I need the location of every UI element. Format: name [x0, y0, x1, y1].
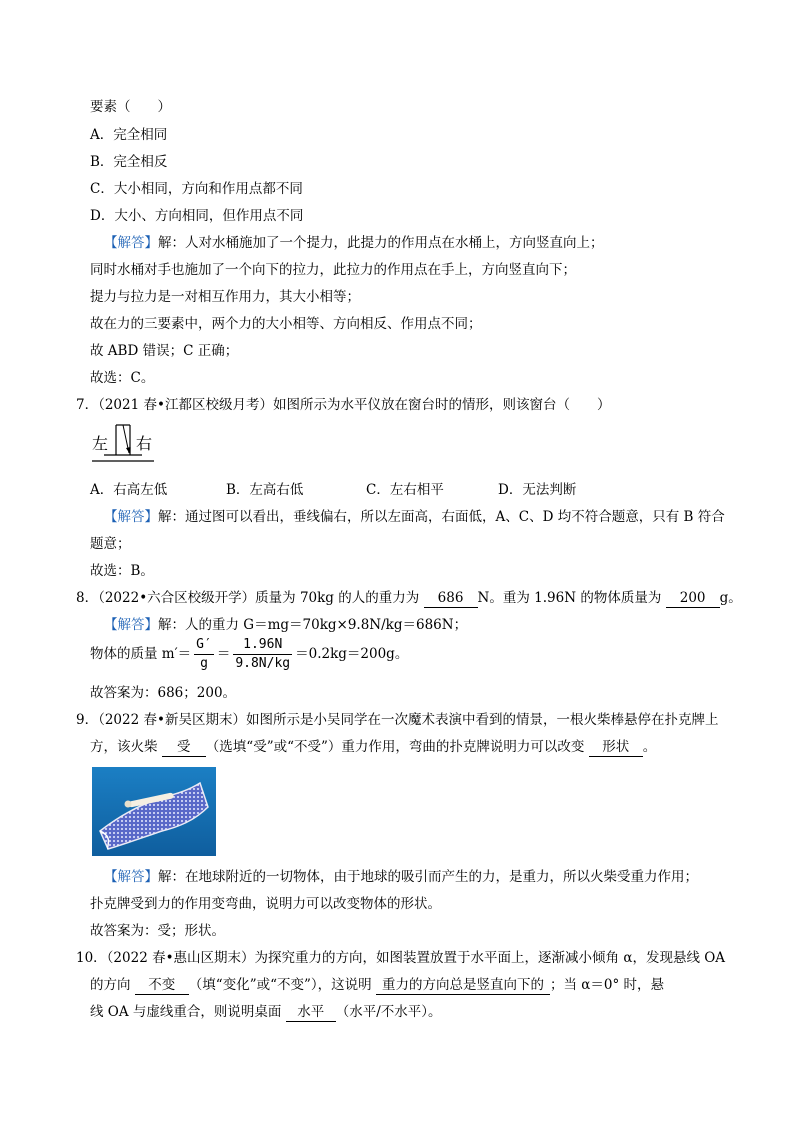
q9-answer-line-2: 扑克牌受到力的作用变弯曲，说明力可以改变物体的形状。	[90, 896, 441, 912]
q8-blank-2: 200	[666, 589, 720, 608]
q7-answer-line-2: 题意；	[90, 536, 131, 552]
q6-answer-line-6: 故选：C。	[90, 370, 155, 386]
q9-blank-1: 受	[162, 738, 206, 757]
q9-answer-line-1: 【解答】解：在地球附近的一切物体，由于地球的吸引而产生的力，是重力，所以火柴受重力作用；	[104, 869, 698, 885]
q8-stem: 8．（2022•六合区校级开学）质量为 70kg 的人的重力为 686 N。重为 1.96N 的物体质量为 200 g。	[76, 590, 742, 606]
q6-answer-line-1: 【解答】解：人对水桶施加了一个提力，此提力的作用点在水桶上，方向竖直向上；	[104, 235, 604, 251]
fraction-values: $\frac{1.96N}{9.8N/kg}$	[235, 637, 291, 671]
q9-answer-tag: 【解答】	[104, 869, 158, 885]
q10-blank-2: 重力的方向总是竖直向下的	[376, 976, 550, 995]
q8-answer-line-1: 【解答】解：人的重力 G＝mg＝70kg×9.8N/kg＝686N；	[104, 617, 468, 633]
q6-stem-tail: 要素（ ）	[90, 99, 171, 115]
q9-blank-2: 形状	[589, 738, 643, 757]
q6-answer-line-3: 提力与拉力是一对相互作用力，其大小相等；	[90, 289, 360, 305]
q7-answer-line-1: 【解答】解：通过图可以看出，垂线偏右，所以左面高，右面低，A、C、D 均不符合题意，只有 B 符合	[104, 509, 725, 525]
q6-answer-line-5: 故 ABD 错误；C 正确；	[90, 343, 239, 359]
q10-blank-3: 水平	[286, 1003, 336, 1022]
spirit-level-diagram	[92, 421, 162, 467]
q7-option-b: B．左高右低	[226, 482, 304, 498]
q6-option-b: B．完全相反	[90, 154, 168, 170]
q6-option-a: A．完全相同	[90, 127, 168, 143]
q8-final-answer: 故答案为：686；200。	[90, 685, 237, 701]
figure-right-label: 右	[136, 434, 153, 453]
q6-option-d: D．大小、方向相同，但作用点不同	[90, 208, 304, 224]
q10-stem-line-1: 10．（2022 春•惠山区期末）为探究重力的方向，如图装置放置于水平面上，逐渐减小倾角 α，发现悬线 OA	[76, 950, 726, 966]
q6-answer-line-4: 故在力的三要素中，两个力的大小相等、方向相反、作用点不同；	[90, 316, 482, 332]
q7-option-c: C．左右相平	[366, 482, 444, 498]
q10-stem-line-2: 的方向 不变 （填“变化”或“不变”），这说明 重力的方向总是竖直向下的 ；当 α＝0° 时，悬	[90, 977, 664, 993]
card-photo-illustration	[92, 767, 216, 856]
q7-option-a: A．右高左低	[90, 482, 168, 498]
q10-stem-line-3: 线 OA 与虚线重合，则说明桌面 水平 （水平/不水平）。	[90, 1004, 442, 1020]
q7-stem: 7．（2021 春•江都区校级月考）如图所示为水平仪放在窗台时的情形，则该窗台（ ）	[76, 397, 611, 413]
q9-stem-line-1: 9．（2022 春•新吴区期末）如图所示是小吴同学在一次魔术表演中看到的情景，一根火柴棒悬停在扑克牌上	[76, 712, 719, 728]
level-figure	[92, 421, 162, 467]
q7-option-d: D．无法判断	[498, 482, 577, 498]
q9-stem-line-2: 方，该火柴 受 （选填“受”或“不受”）重力作用，弯曲的扑克牌说明力可以改变 形状 。	[90, 739, 657, 755]
q6-answer-line-2: 同时水桶对手也施加了一个向下的拉力，此拉力的作用点在手上，方向竖直向下；	[90, 262, 576, 278]
q8-mass-formula: 物体的质量 m′＝ $\frac{G'}{g}$ ＝ $\frac{1.96N}{9.8N/kg}$ ＝0.2kg＝200g。	[90, 637, 409, 671]
q10-blank-1: 不变	[135, 976, 189, 995]
q8-answer-tag: 【解答】	[104, 617, 158, 633]
q7-answer-line-3: 故选：B。	[90, 563, 154, 579]
q9-answer-line-3: 故答案为：受；形状。	[90, 923, 225, 939]
q7-answer-tag: 【解答】	[104, 509, 158, 525]
q6-option-c: C．大小相同，方向和作用点都不同	[90, 181, 303, 197]
q8-blank-1: 686	[424, 589, 478, 608]
q6-answer-tag: 【解答】	[104, 235, 158, 251]
fraction-g-over-g: $\frac{G'}{g}$	[196, 637, 212, 671]
playing-card-photo	[92, 767, 216, 856]
figure-left-label: 左	[92, 434, 109, 453]
